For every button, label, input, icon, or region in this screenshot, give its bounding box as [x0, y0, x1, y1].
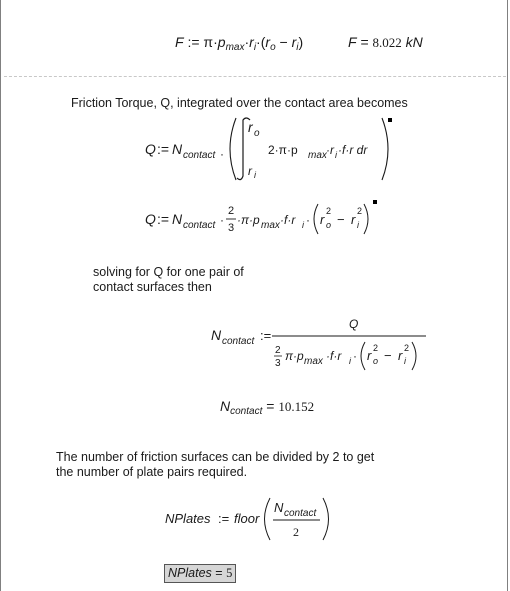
svg-text:r: r	[320, 212, 325, 227]
svg-text::=: :=	[260, 328, 272, 343]
svg-text:i: i	[404, 356, 406, 366]
svg-text:Q: Q	[349, 317, 359, 331]
svg-text::=: :=	[157, 141, 170, 157]
nplates-result-box[interactable]: NPlates = 5	[164, 564, 236, 583]
nplates-equation[interactable]	[160, 492, 340, 544]
svg-text:2: 2	[373, 343, 379, 353]
svg-text:N: N	[211, 327, 222, 343]
solving-text-line2: contact surfaces then	[93, 280, 212, 294]
svg-text:contact: contact	[183, 150, 216, 161]
svg-text:N: N	[274, 500, 284, 515]
svg-text:N: N	[172, 211, 183, 227]
closed-form-svg	[140, 192, 400, 238]
svg-text:i: i	[254, 170, 256, 180]
svg-text:r: r	[367, 348, 372, 363]
intro-text: Friction Torque, Q, integrated over the contact area becomes	[71, 96, 408, 110]
svg-text:floor: floor	[234, 511, 260, 526]
svg-text:i: i	[335, 150, 337, 160]
svg-text:o: o	[254, 128, 260, 139]
force-equation[interactable]: F := $\pi\cdot p_{max}\cdot r_i\cdot(r_o - r_i)$	[175, 34, 304, 53]
svg-text:max: max	[308, 150, 327, 161]
region-divider	[4, 76, 506, 77]
svg-text:2: 2	[404, 343, 410, 353]
svg-text:·: ·	[306, 213, 310, 227]
svg-text:−: −	[337, 212, 345, 227]
svg-text:·π·p: ·π·p	[237, 213, 260, 227]
svg-text:·: ·	[353, 349, 357, 363]
svg-text:N: N	[172, 141, 183, 157]
svg-text:o: o	[326, 220, 332, 230]
svg-text:Q: Q	[145, 141, 156, 157]
plates-text-line1: The number of friction surfaces can be divided by 2 to get	[56, 450, 375, 464]
integral-equation-svg	[140, 112, 400, 186]
svg-text:contact: contact	[222, 336, 255, 347]
svg-text:·: ·	[220, 213, 224, 227]
svg-text:−: −	[384, 348, 392, 363]
svg-text:max: max	[261, 220, 280, 231]
svg-text:·f·r: ·f·r	[326, 349, 342, 363]
svg-text:r: r	[351, 212, 356, 227]
svg-text:i: i	[302, 220, 304, 230]
integral-equation[interactable]	[140, 112, 400, 186]
svg-text:NPlates: NPlates	[165, 511, 211, 526]
svg-text:3: 3	[228, 222, 235, 234]
svg-text:i: i	[349, 356, 351, 366]
svg-text:r: r	[248, 119, 253, 135]
page-right-border	[507, 0, 508, 591]
svg-text:contact: contact	[183, 220, 216, 231]
nplates-equation-svg	[160, 492, 340, 544]
svg-text:i: i	[357, 220, 359, 230]
svg-text:2: 2	[326, 206, 332, 216]
svg-text:2: 2	[275, 345, 281, 356]
svg-text::=: :=	[157, 211, 170, 227]
svg-text:r: r	[398, 348, 403, 363]
svg-text:2: 2	[228, 205, 235, 217]
solving-text-line1: solving for Q for one pair of	[93, 265, 244, 279]
closed-form-equation[interactable]	[140, 192, 400, 238]
svg-text::=: :=	[218, 511, 230, 526]
ncontact-result[interactable]: $N_{contact} = 10.152$	[220, 398, 315, 417]
svg-text:3: 3	[275, 358, 281, 369]
svg-text:o: o	[373, 356, 379, 366]
svg-text:contact: contact	[284, 508, 317, 519]
svg-text:r: r	[248, 164, 252, 178]
svg-text:·r: ·r	[326, 143, 334, 157]
svg-text:2·π·p: 2·π·p	[268, 143, 298, 157]
svg-text:·f·r dr: ·f·r dr	[338, 143, 368, 157]
ncontact-equation-svg	[208, 312, 438, 372]
plates-text-line2: the number of plate pairs required.	[56, 465, 248, 479]
svg-text:·: ·	[220, 147, 224, 161]
svg-text:2: 2	[293, 525, 299, 539]
svg-text:Q: Q	[145, 211, 156, 227]
svg-text:max: max	[304, 356, 323, 367]
svg-text:2: 2	[357, 206, 363, 216]
page-left-border	[0, 0, 1, 591]
ncontact-equation[interactable]	[208, 312, 438, 372]
force-result[interactable]: F = 8.022 kN	[348, 34, 423, 50]
svg-text:·f·r: ·f·r	[280, 213, 296, 227]
svg-text:π·p: π·p	[285, 349, 304, 363]
